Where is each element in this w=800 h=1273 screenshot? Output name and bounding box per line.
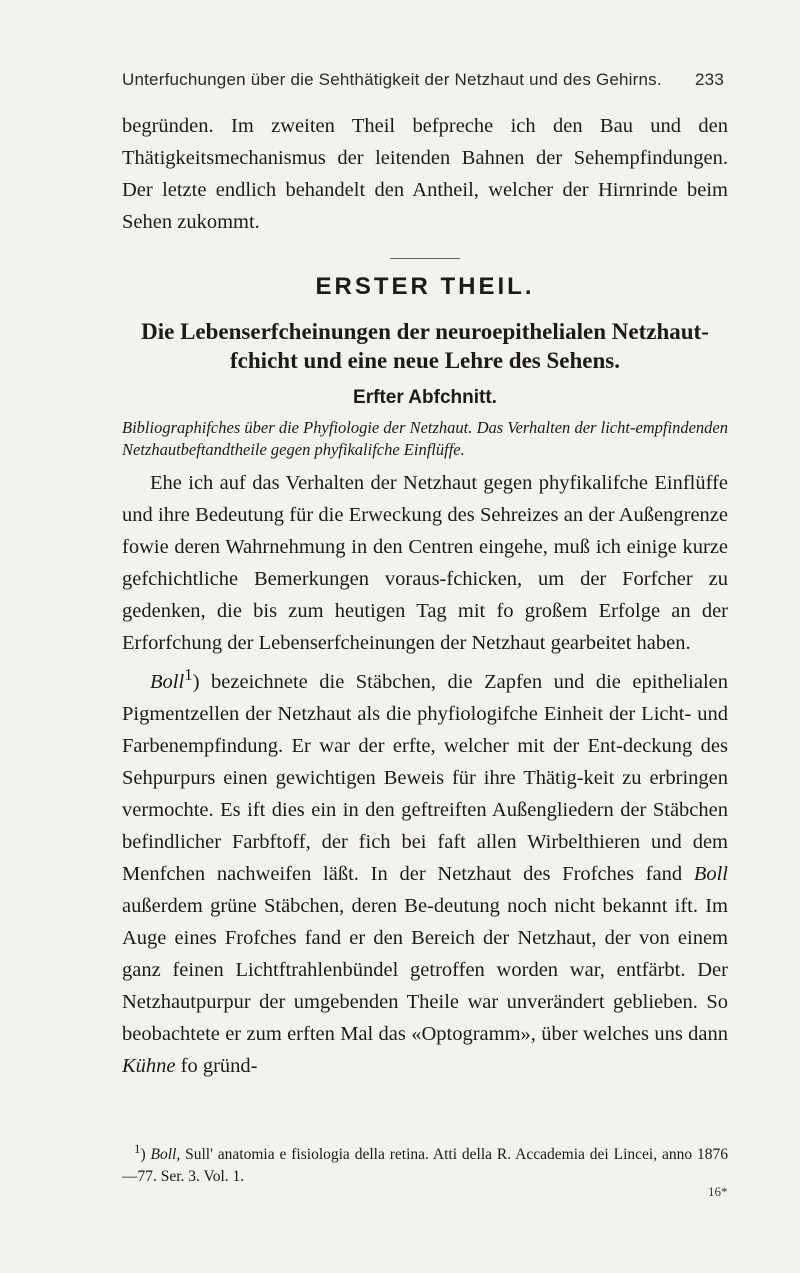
footnote-text: Sull' anatomia e fisiologia della retina. Atti della R. Accademia dei Lincei, anno 1876—77. Ser. 3. Vol. 1. (122, 1146, 728, 1186)
intro-section (122, 110, 728, 238)
footnote-marker: 1 (134, 1141, 141, 1156)
footnote-reference: 1 (184, 665, 193, 684)
divider-rule (390, 258, 460, 259)
page-body (122, 110, 728, 1082)
paragraph-2 (122, 659, 728, 1082)
page-number: 233 (695, 70, 724, 89)
signature-mark: 16* (708, 1184, 728, 1199)
footnotes (122, 1138, 728, 1188)
part-title: ERSTER THEIL. (315, 273, 535, 300)
intro-paragraph: begründen. Im zweiten Theil befpreche ich den Bau und den Thätigkeitsmechanismus der leitenden Bahnen der Sehempfindungen. Der letzte endlich behandelt den Antheil, welcher der Hirnrinde beim Sehen zukommt. (122, 115, 728, 233)
chapter-title (122, 317, 728, 375)
footnote-author: Boll, (150, 1146, 181, 1164)
paragraph-2-text-b: außerdem grüne Stäbchen, deren Be-deutung noch nicht bekannt ift. Im Auge eines Frofches fand er den Bereich der Netzhaut, der von einem ganz feinen Lichtftrahlenbündel getroffen worden war, entfärbt. Der Netzhautpurpur der umgebenden Theile war unverändert geblieben. So beobachtete er zum erften Mal das «Optogramm», über welches uns dann (122, 894, 728, 1045)
chapter-title-line1: Die Lebenserfcheinungen der neuroepithelialen Netzhaut- (141, 319, 709, 344)
section-title: Erfter Abfchnitt. (353, 387, 497, 408)
running-head (122, 70, 722, 90)
paragraph-2-text-a: ) bezeichnete die Stäbchen, die Zapfen und die epithelialen Pigmentzellen der Netzhaut als die phyfiologifche Einheit der Licht- und Farbenempfindung. Er war der erfte, welcher mit der Ent-deckung des Sehpurpurs einen gewichtigen Beweis für ihre Thätig-keit zu erbringen vermochte. Es ift dies ein in den geftreiften Außengliedern der Stäbchen befindlicher Farbftoff, der fich bei faft allen Wirbelthieren und dem Menfchen nachweifen läßt. In der Netzhaut des Frofches fand (122, 670, 728, 885)
paragraph-1: Ehe ich auf das Verhalten der Netzhaut gegen phyfikalifche Einflüffe und ihre Bedeutung für die Erweckung des Sehreizes an der Außengrenze fowie deren Wahrnehmung in den Centren eingehe, muß ich einige kurze gefchichtliche Bemerkungen voraus-fchicken, um der Forfcher zu gedenken, die bis zum heutigen Tag mit fo großem Erfolge an der Erforfchung der Lebenserfcheinungen der Netzhaut gearbeitet haben. (122, 472, 728, 654)
author-name: Kühne (122, 1054, 176, 1077)
paragraph-2-text-c: fo gründ- (175, 1054, 258, 1077)
main-text (122, 467, 728, 1082)
author-name: Boll (693, 862, 728, 885)
section-subtitle: Bibliographifches über die Phyfiologie der Netzhaut. Das Verhalten der licht-empfindenden Netzhautbeftandtheile gegen phyfikalifche Einflüffe. (122, 418, 728, 459)
running-head-title: Unterfuchungen über die Sehthätigkeit der Netzhaut und des Gehirns. (122, 70, 662, 89)
footnote-1: $^1$) Boll, Sull' anatomia e fisiologia della retina. Atti della R. Accademia dei Lincei, anno 1876—77. Ser. 3. Vol. 1. (122, 1141, 728, 1186)
chapter-title-line2: fchicht und eine neue Lehre des Sehens. (230, 348, 620, 373)
author-name: Boll (150, 670, 185, 693)
